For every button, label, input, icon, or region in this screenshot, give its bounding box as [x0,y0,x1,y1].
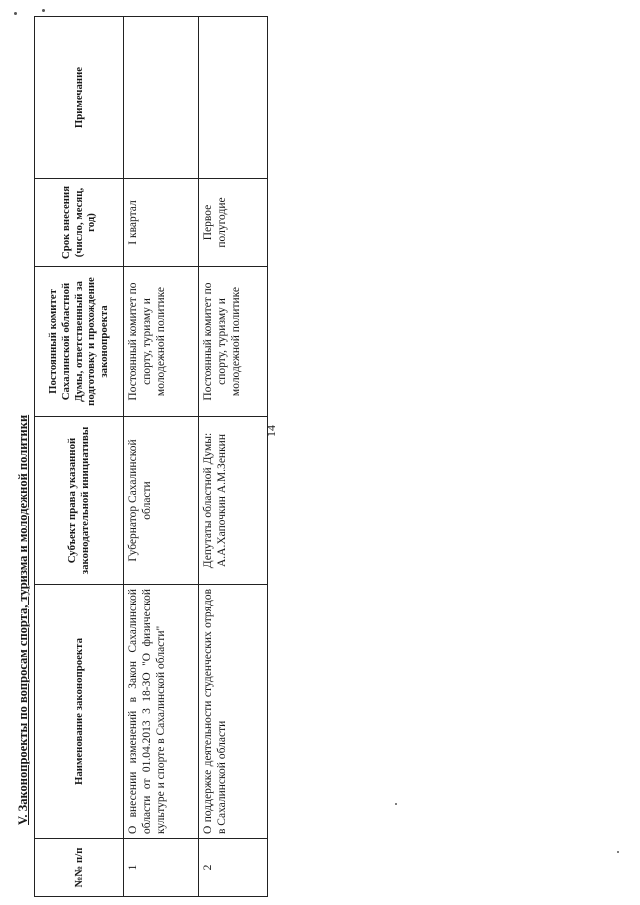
committee: Постоянный комитет по спорту, туризму и молодежной политике [199,267,268,417]
scan-speck [42,9,45,12]
note [199,17,268,179]
page-number: 14 [264,425,278,437]
row-number: 2 [199,839,268,897]
header-committee: Постоянный комитет Сахалинской областной Думы, ответственный за подготовку и прохождение законопроекта [35,267,124,417]
deadline: Первое полугодие [199,179,268,267]
rotated-page-content [8,7,293,897]
scan-speck [617,851,619,853]
note [124,17,199,179]
bill-name: О внесении изменений в Закон Сахалинской области от 01.04.2013 3 18-ЗО "О физической культуре и спорте в Сахалинской области" [124,585,199,839]
deadline: I квартал [124,179,199,267]
header-bill-name: Наименование законопроекта [35,585,124,839]
header-initiative-subject: Субъект права указанной законодательной инициативы [35,417,124,585]
scan-speck [14,12,17,15]
header-note: Примечание [35,17,124,179]
table-header-row [35,17,124,897]
scan-speck [395,803,397,805]
section-title: V. Законопроекты по вопросам спорта, туризма и молодежной политики [16,414,30,825]
table-row [199,17,268,897]
header-deadline: Срок внесения (число, месяц, год) [35,179,124,267]
initiative-subject: Депутаты областной Думы: А.А.Хапочкин А.М.Зенкин [199,417,268,585]
committee: Постоянный комитет по спорту, туризму и молодежной политике [124,267,199,417]
bills-table [34,16,268,897]
row-number: 1 [124,839,199,897]
header-number: №№ п/п [35,839,124,897]
initiative-subject: Губернатор Сахалинской области [124,417,199,585]
table-row [124,17,199,897]
bill-name: О поддержке деятельности студенческих отрядов в Сахалинской области [199,585,268,839]
